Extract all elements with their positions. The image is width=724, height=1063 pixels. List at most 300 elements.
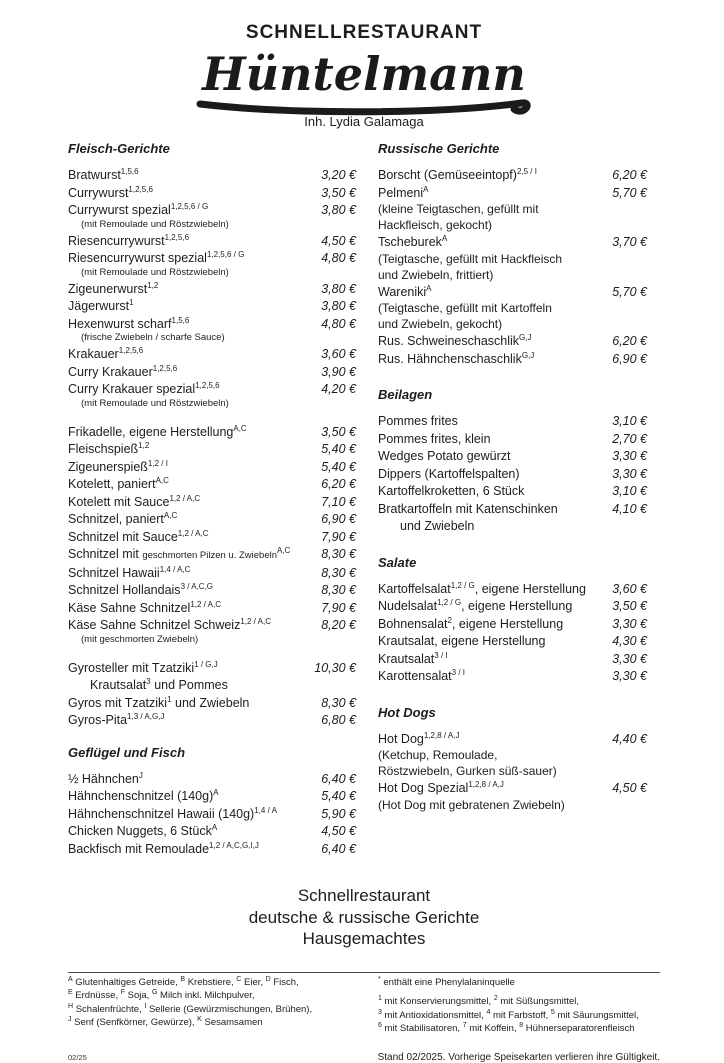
menu-section bbox=[68, 745, 360, 859]
text-segment: Hot Dog bbox=[378, 731, 424, 746]
text-segment: mit Konservierungsmittel, bbox=[381, 996, 494, 1007]
item-text bbox=[68, 660, 306, 695]
footnote-reference: A bbox=[423, 184, 429, 194]
item-text bbox=[378, 234, 604, 284]
footnote-reference: E bbox=[68, 988, 73, 996]
item-text bbox=[68, 529, 313, 547]
footnote-reference: G bbox=[151, 988, 158, 996]
restaurant-type-title: SCHNELLRESTAURANT bbox=[245, 22, 483, 43]
menu-item bbox=[68, 281, 360, 299]
footnote-line bbox=[378, 976, 660, 990]
item-text bbox=[68, 695, 313, 713]
footnote-reference: 1,2 / A,C,G,I,J bbox=[209, 840, 259, 850]
item-text bbox=[378, 284, 604, 334]
item-text bbox=[68, 298, 313, 316]
item-name bbox=[378, 413, 604, 431]
text-segment: Wareniki bbox=[378, 284, 427, 299]
text-segment: Krautsalat bbox=[378, 651, 435, 666]
item-text bbox=[68, 424, 313, 442]
item-text bbox=[68, 546, 313, 565]
menu-item bbox=[68, 546, 360, 565]
footnote-reference: 3 bbox=[378, 1008, 382, 1016]
item-text bbox=[68, 565, 313, 583]
item-price: 5,40 € bbox=[321, 459, 356, 474]
item-name bbox=[68, 364, 313, 382]
footer-version: 02/25 bbox=[68, 1052, 87, 1062]
item-name bbox=[378, 167, 604, 185]
section-heading: Fleisch-Gerichte bbox=[68, 141, 170, 156]
text-segment: Gyros mit Tzatziki bbox=[68, 695, 168, 710]
section-heading: Hot Dogs bbox=[378, 704, 436, 720]
item-name bbox=[68, 424, 313, 442]
text-segment: Fleischspieß bbox=[68, 442, 139, 456]
menu-section bbox=[378, 705, 660, 814]
item-price: 6,20 € bbox=[612, 168, 647, 182]
menu-item bbox=[68, 459, 360, 477]
footnote-reference: 3 / I bbox=[451, 667, 466, 677]
footnote-reference: A,C bbox=[155, 475, 169, 485]
additive-footnotes bbox=[378, 976, 660, 1036]
item-name-continuation bbox=[378, 518, 604, 536]
footnote-reference: 1,2,5,6 bbox=[152, 363, 178, 373]
text-segment: Tscheburek bbox=[378, 235, 442, 249]
menu-item bbox=[378, 284, 660, 334]
text-segment: Sellerie (Gewürzmischungen, Brühen), bbox=[146, 1003, 313, 1015]
text-segment: , eigene Herstellung bbox=[461, 599, 573, 613]
item-note: (mit Remoulade und Röstzwiebeln) bbox=[81, 218, 229, 230]
text-segment: geschmorten Pilzen u. Zwiebeln bbox=[142, 550, 277, 561]
footnote-reference: 1,2 / A,C bbox=[190, 599, 221, 609]
item-text bbox=[378, 167, 604, 185]
menu-item bbox=[378, 633, 660, 651]
text-segment: und Zwiebeln bbox=[171, 695, 250, 710]
item-price: 6,20 € bbox=[612, 334, 647, 348]
item-name bbox=[68, 250, 313, 268]
item-name bbox=[68, 712, 313, 730]
item-note: (Hot Dog mit gebratenen Zwiebeln) bbox=[378, 797, 565, 812]
item-text bbox=[68, 617, 313, 648]
menu-column-left bbox=[68, 141, 360, 873]
item-text bbox=[378, 616, 604, 634]
menu-section bbox=[378, 387, 660, 536]
footnote-reference: 3 bbox=[146, 676, 151, 686]
footnote-reference: A bbox=[213, 787, 219, 797]
group-spacer bbox=[68, 648, 360, 660]
item-price: 3,30 € bbox=[612, 616, 647, 631]
item-name bbox=[378, 731, 604, 749]
footnote-reference: 1 bbox=[378, 994, 382, 1002]
menu-item bbox=[68, 511, 360, 529]
item-name bbox=[68, 494, 313, 512]
item-price: 6,20 € bbox=[321, 477, 356, 491]
footnote-reference: 1,2 / G bbox=[437, 597, 462, 607]
text-segment: und Zwiebeln bbox=[400, 519, 475, 533]
item-name bbox=[68, 298, 313, 316]
item-price: 6,80 € bbox=[321, 713, 356, 727]
item-price: 8,30 € bbox=[321, 695, 356, 710]
item-name bbox=[378, 668, 604, 686]
item-price: 3,60 € bbox=[321, 347, 356, 361]
text-segment: , eigene Herstellung bbox=[474, 581, 586, 596]
footnote-reference: 1,2,8 / A,J bbox=[468, 779, 504, 789]
menu-item bbox=[378, 448, 660, 466]
text-segment: Erdnüsse, bbox=[72, 990, 121, 1001]
menu-item bbox=[68, 316, 360, 347]
text-segment: Sesamsamen bbox=[201, 1017, 263, 1028]
text-segment: enthält eine Phenylalaninquelle bbox=[380, 976, 515, 988]
item-note: (kleine Teigtaschen, gefüllt mit bbox=[378, 202, 539, 216]
footnote-line bbox=[378, 995, 660, 1009]
section-heading: Russische Gerichte bbox=[378, 141, 500, 156]
item-name bbox=[68, 546, 313, 565]
item-name bbox=[68, 281, 313, 299]
item-name bbox=[68, 841, 313, 859]
text-segment: Kartoffelsalat bbox=[378, 581, 451, 596]
item-text bbox=[68, 185, 313, 203]
footnote-reference: 2 bbox=[447, 615, 452, 625]
footnote-reference: H bbox=[68, 1002, 74, 1010]
text-segment: Bohnensalat bbox=[378, 616, 448, 631]
text-segment: Frikadelle, eigene Herstellung bbox=[68, 424, 234, 439]
text-segment: Hühnerseparatorenfleisch bbox=[523, 1023, 635, 1034]
footnote-reference: A bbox=[441, 233, 448, 243]
text-segment: Krakauer bbox=[68, 347, 119, 361]
item-price: 4,50 € bbox=[612, 781, 647, 795]
text-segment: Fisch, bbox=[270, 976, 299, 988]
footnote-reference: A,C bbox=[233, 423, 247, 433]
footnote-reference: 8 bbox=[519, 1021, 524, 1029]
menu-item bbox=[68, 233, 360, 251]
item-name bbox=[378, 581, 604, 599]
menu-item bbox=[68, 695, 360, 713]
text-segment: mit Antioxidationsmittel, bbox=[381, 1009, 487, 1021]
item-price: 8,20 € bbox=[321, 618, 356, 632]
item-name bbox=[378, 501, 604, 519]
item-text bbox=[378, 483, 604, 501]
text-segment: mit Koffein, bbox=[466, 1023, 520, 1034]
text-segment: Hexenwurst scharf bbox=[68, 316, 172, 331]
footnote-reference: 1,2,5,6 bbox=[118, 345, 144, 355]
text-segment: Pelmeni bbox=[378, 185, 424, 200]
footnote-reference: A,C bbox=[163, 510, 178, 520]
item-text bbox=[378, 185, 604, 235]
menu-item bbox=[378, 483, 660, 501]
column-gap bbox=[360, 141, 378, 873]
item-name bbox=[68, 316, 313, 334]
text-segment: Wedges Potato gewürzt bbox=[378, 449, 511, 463]
text-segment: Dippers (Kartoffelspalten) bbox=[378, 466, 520, 481]
item-note: (Teigtasche, gefüllt mit Kartoffeln bbox=[378, 301, 552, 315]
item-note: (Ketchup, Remoulade, bbox=[378, 748, 498, 762]
text-segment: Bratwurst bbox=[68, 168, 121, 182]
menu-item bbox=[68, 250, 360, 281]
menu-item bbox=[378, 167, 660, 185]
footnote-reference: F bbox=[120, 988, 126, 996]
footnote-reference: 1,2,5,6 / G bbox=[170, 201, 209, 211]
item-text bbox=[68, 788, 313, 806]
item-text bbox=[68, 511, 313, 529]
section-heading: Salate bbox=[378, 554, 417, 570]
text-segment: Krebstiere, bbox=[185, 976, 237, 988]
menu-item bbox=[68, 660, 360, 695]
footnote-reference: 3 / A,C,G bbox=[180, 581, 214, 591]
text-segment: Rus. Schweineschaschlik bbox=[378, 334, 520, 348]
item-price: 4,50 € bbox=[321, 824, 356, 838]
text-segment: Riesencurrywurst spezial bbox=[68, 251, 207, 265]
text-segment: Nudelsalat bbox=[378, 599, 438, 613]
footnote-reference: 1,5,6 bbox=[171, 315, 190, 325]
text-segment: Hähnchenschnitzel (140g) bbox=[68, 789, 214, 803]
item-name bbox=[68, 441, 313, 459]
footnote-line bbox=[68, 1016, 378, 1030]
menu-item bbox=[68, 298, 360, 316]
footnote-reference: B bbox=[180, 975, 186, 983]
item-text bbox=[378, 651, 604, 669]
item-name bbox=[68, 806, 313, 824]
menu-item bbox=[378, 598, 660, 616]
item-price: 3,10 € bbox=[612, 414, 647, 428]
item-price: 4,40 € bbox=[612, 731, 647, 746]
item-text bbox=[378, 780, 604, 814]
item-price: 4,50 € bbox=[321, 233, 356, 248]
text-segment: Schnitzel Hawaii bbox=[68, 565, 160, 580]
item-name bbox=[378, 351, 604, 369]
item-text bbox=[378, 731, 604, 781]
text-segment: Schnitzel mit bbox=[68, 547, 143, 561]
menu-item bbox=[68, 806, 360, 824]
footnote-reference: 6 bbox=[378, 1021, 382, 1029]
text-segment: mit Süßungsmittel, bbox=[497, 996, 580, 1007]
footnote-reference: 7 bbox=[462, 1021, 467, 1029]
item-name bbox=[68, 459, 313, 477]
item-name bbox=[68, 167, 313, 185]
footnote-reference: 1,2 / I bbox=[147, 458, 168, 468]
footnote-reference: 1,2,5,6 bbox=[195, 380, 220, 390]
group-spacer bbox=[68, 412, 360, 424]
menu-item bbox=[68, 841, 360, 859]
text-segment: ½ Hähnchen bbox=[68, 771, 139, 786]
tagline-line-1: Schnellrestaurant bbox=[297, 886, 431, 905]
item-text bbox=[378, 431, 604, 449]
item-price: 3,30 € bbox=[612, 669, 647, 683]
footnote-reference: 1,2,5,6 / G bbox=[206, 249, 245, 259]
footnote-reference: J bbox=[68, 1015, 72, 1023]
item-note: Hackfleisch, gekocht) bbox=[378, 218, 493, 232]
text-segment: und Pommes bbox=[150, 678, 228, 692]
item-price: 3,70 € bbox=[612, 235, 647, 249]
menu-item bbox=[68, 476, 360, 494]
item-name bbox=[378, 598, 604, 616]
section-heading: Geflügel und Fisch bbox=[68, 744, 186, 760]
item-note: (mit Remoulade und Röstzwiebeln) bbox=[81, 397, 229, 409]
menu-item bbox=[68, 494, 360, 512]
item-name-continuation bbox=[68, 677, 306, 695]
item-text bbox=[378, 448, 604, 466]
footnotes bbox=[68, 972, 660, 1036]
text-segment: Schnitzel, paniert bbox=[68, 512, 164, 526]
text-segment: Rus. Hähnchenschaschlik bbox=[378, 351, 522, 366]
text-segment: Hot Dog Spezial bbox=[378, 781, 469, 795]
menu-section bbox=[68, 141, 360, 730]
item-price: 3,30 € bbox=[612, 466, 647, 481]
item-text bbox=[68, 841, 313, 859]
item-name bbox=[68, 476, 313, 494]
menu-item bbox=[378, 651, 660, 669]
item-text bbox=[68, 600, 313, 618]
item-name bbox=[378, 431, 604, 449]
text-segment: Eier, bbox=[241, 976, 266, 988]
footnote-reference: 1,4 / A,C bbox=[159, 564, 191, 574]
text-segment: Borscht (Gemüseeintopf) bbox=[378, 168, 517, 182]
item-price: 8,30 € bbox=[321, 547, 356, 561]
item-price: 4,80 € bbox=[321, 251, 356, 265]
footnote-reference: 1,2 / A,C bbox=[169, 493, 201, 503]
item-price: 3,30 € bbox=[612, 651, 647, 666]
menu-item bbox=[68, 823, 360, 841]
item-price: 6,40 € bbox=[321, 771, 356, 786]
footnote-reference: 1 / G,J bbox=[194, 659, 218, 669]
item-text bbox=[378, 333, 604, 351]
text-segment: mit Stabilisatoren, bbox=[381, 1023, 463, 1034]
footnote-reference: G,J bbox=[519, 332, 532, 342]
footnote-reference: J bbox=[138, 770, 143, 780]
item-price: 3,20 € bbox=[321, 168, 356, 182]
item-text bbox=[378, 598, 604, 616]
footnote-reference: 1,2 / G bbox=[450, 580, 475, 590]
item-text bbox=[378, 501, 604, 536]
item-price: 3,80 € bbox=[321, 203, 356, 217]
item-text bbox=[68, 494, 313, 512]
item-price: 3,50 € bbox=[612, 599, 647, 613]
text-segment: Käse Sahne Schnitzel Schweiz bbox=[68, 618, 241, 632]
item-text bbox=[68, 381, 313, 412]
item-name bbox=[68, 823, 313, 841]
menu-item bbox=[68, 424, 360, 442]
footnote-reference: A bbox=[211, 822, 218, 832]
item-text bbox=[68, 202, 313, 233]
item-price: 3,50 € bbox=[321, 424, 356, 439]
item-name bbox=[68, 788, 313, 806]
item-text bbox=[68, 250, 313, 281]
item-text bbox=[68, 476, 313, 494]
menu-item bbox=[68, 600, 360, 618]
text-segment: Zigeunerspieß bbox=[68, 459, 148, 474]
item-text bbox=[378, 668, 604, 686]
menu-item bbox=[68, 167, 360, 185]
menu-item bbox=[68, 712, 360, 730]
footnote-reference: 1,2,5,6 bbox=[128, 184, 153, 194]
footnote-reference: 1 bbox=[129, 297, 134, 307]
footnote-reference: 3 / I bbox=[434, 650, 448, 660]
footnote-reference: 2 bbox=[493, 994, 498, 1002]
menu-item bbox=[378, 185, 660, 235]
item-text bbox=[68, 441, 313, 459]
logo-text: Hüntelmann bbox=[202, 47, 526, 101]
text-segment: Schnitzel Hollandais bbox=[68, 583, 181, 597]
footnote-reference: 4 bbox=[486, 1008, 491, 1016]
footnote-reference: 1,2,5,6 bbox=[164, 232, 190, 242]
item-text bbox=[378, 351, 604, 369]
item-price: 4,80 € bbox=[321, 316, 356, 331]
item-price: 4,30 € bbox=[612, 634, 647, 648]
text-segment: Senf (Senfkörner, Gewürze), bbox=[71, 1017, 198, 1028]
tagline-line-2: deutsche & russische Gerichte bbox=[248, 907, 480, 927]
footnote-reference: G,J bbox=[521, 350, 535, 360]
item-name bbox=[378, 616, 604, 634]
item-text bbox=[68, 712, 313, 730]
footnote-line bbox=[68, 989, 378, 1003]
footnote-reference: K bbox=[197, 1015, 202, 1023]
item-price: 3,90 € bbox=[321, 364, 356, 379]
section-heading: Beilagen bbox=[378, 387, 433, 402]
item-name bbox=[68, 600, 313, 618]
text-segment: Schalenfrüchte, bbox=[73, 1003, 145, 1015]
restaurant-logo bbox=[184, 46, 544, 118]
item-price: 3,80 € bbox=[321, 281, 356, 296]
text-segment: Schnitzel mit Sauce bbox=[68, 529, 178, 544]
item-name bbox=[378, 333, 604, 351]
menu-item bbox=[68, 582, 360, 600]
item-name bbox=[68, 185, 313, 203]
item-name bbox=[378, 234, 604, 252]
item-name bbox=[378, 633, 604, 651]
text-segment: Kotelett mit Sauce bbox=[68, 494, 170, 509]
page-header bbox=[68, 22, 660, 129]
footnote-reference: 1,2 / A,C bbox=[240, 616, 272, 626]
text-segment: , eigene Herstellung bbox=[451, 616, 564, 631]
menu-item bbox=[68, 185, 360, 203]
item-name bbox=[68, 233, 313, 251]
text-segment: Käse Sahne Schnitzel bbox=[68, 600, 191, 615]
footnote-reference: A bbox=[68, 975, 73, 983]
menu-section bbox=[378, 555, 660, 686]
item-name bbox=[378, 448, 604, 466]
footnote-reference: 1,2,8 / A,J bbox=[423, 730, 460, 740]
item-price: 7,10 € bbox=[321, 494, 356, 509]
text-segment: Chicken Nuggets, 6 Stück bbox=[68, 824, 212, 838]
item-price: 7,90 € bbox=[321, 529, 356, 544]
item-text bbox=[68, 582, 313, 600]
item-text bbox=[68, 346, 313, 364]
item-name bbox=[378, 284, 604, 302]
text-segment: Karottensalat bbox=[378, 669, 452, 683]
text-segment: Kartoffelkroketten, 6 Stück bbox=[378, 484, 525, 498]
menu-item bbox=[378, 501, 660, 536]
item-note: und Zwiebeln, gekocht) bbox=[378, 317, 503, 331]
item-name bbox=[68, 511, 313, 529]
menu-section bbox=[378, 141, 660, 368]
item-note: (mit geschmorten Zwiebeln) bbox=[81, 633, 199, 645]
footnote-reference: 1 bbox=[167, 694, 172, 704]
item-price: 6,40 € bbox=[321, 841, 356, 856]
text-segment: Krautsalat bbox=[90, 678, 147, 692]
item-price: 8,30 € bbox=[321, 583, 356, 597]
item-price: 2,70 € bbox=[612, 431, 647, 446]
text-segment: Riesencurrywurst bbox=[68, 233, 165, 248]
logo-underline-swoosh bbox=[200, 103, 527, 112]
item-price: 3,10 € bbox=[612, 484, 647, 498]
item-note: und Zwiebeln, frittiert) bbox=[378, 267, 494, 282]
owner-line: Inh. Lydia Galamaga bbox=[304, 114, 424, 129]
menu-item bbox=[378, 431, 660, 449]
footnote-reference: 2,5 / I bbox=[516, 166, 537, 176]
menu-item bbox=[378, 351, 660, 369]
footnote-reference: 1,2 / A,C bbox=[177, 528, 209, 538]
text-segment: Curry Krakauer spezial bbox=[68, 382, 196, 396]
item-text bbox=[68, 316, 313, 347]
footnote-line bbox=[378, 1009, 660, 1023]
allergen-footnotes bbox=[68, 976, 378, 1036]
